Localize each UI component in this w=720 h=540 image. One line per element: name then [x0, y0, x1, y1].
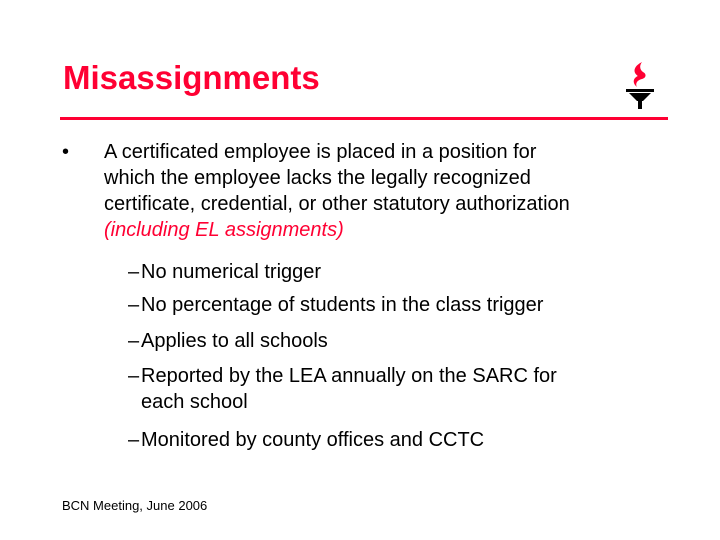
sub-bullet-marker: – — [128, 294, 140, 316]
slide-title: Misassignments — [63, 59, 320, 96]
torch-logo-icon — [622, 60, 658, 110]
main-bullet-line: which the employee lacks the legally recognized — [104, 167, 531, 189]
main-bullet-emphasis: (including EL assignments) — [104, 219, 344, 241]
sub-bullet-text: Applies to all schools — [141, 330, 328, 352]
sub-bullet-marker: – — [128, 429, 140, 451]
bullet-marker: • — [62, 141, 70, 163]
sub-bullet-text: each school — [141, 391, 248, 413]
title-underline — [60, 117, 668, 120]
sub-bullet-marker: – — [128, 365, 140, 387]
sub-bullet-marker: – — [128, 261, 140, 283]
main-bullet-line: certificate, credential, or other statutory authorization — [104, 193, 570, 215]
main-bullet-line: A certificated employee is placed in a position for — [104, 141, 537, 163]
sub-bullet-text: Reported by the LEA annually on the SARC for — [141, 365, 557, 387]
main-bullet-text — [104, 139, 674, 243]
sub-bullet-text: Monitored by county offices and CCTC — [141, 429, 485, 451]
sub-bullet-marker: – — [128, 330, 140, 352]
sub-bullet-text: No percentage of students in the class trigger — [141, 294, 544, 316]
sub-bullet-text: No numerical trigger — [141, 261, 322, 283]
footer-text: BCN Meeting, June 2006 — [62, 498, 208, 513]
